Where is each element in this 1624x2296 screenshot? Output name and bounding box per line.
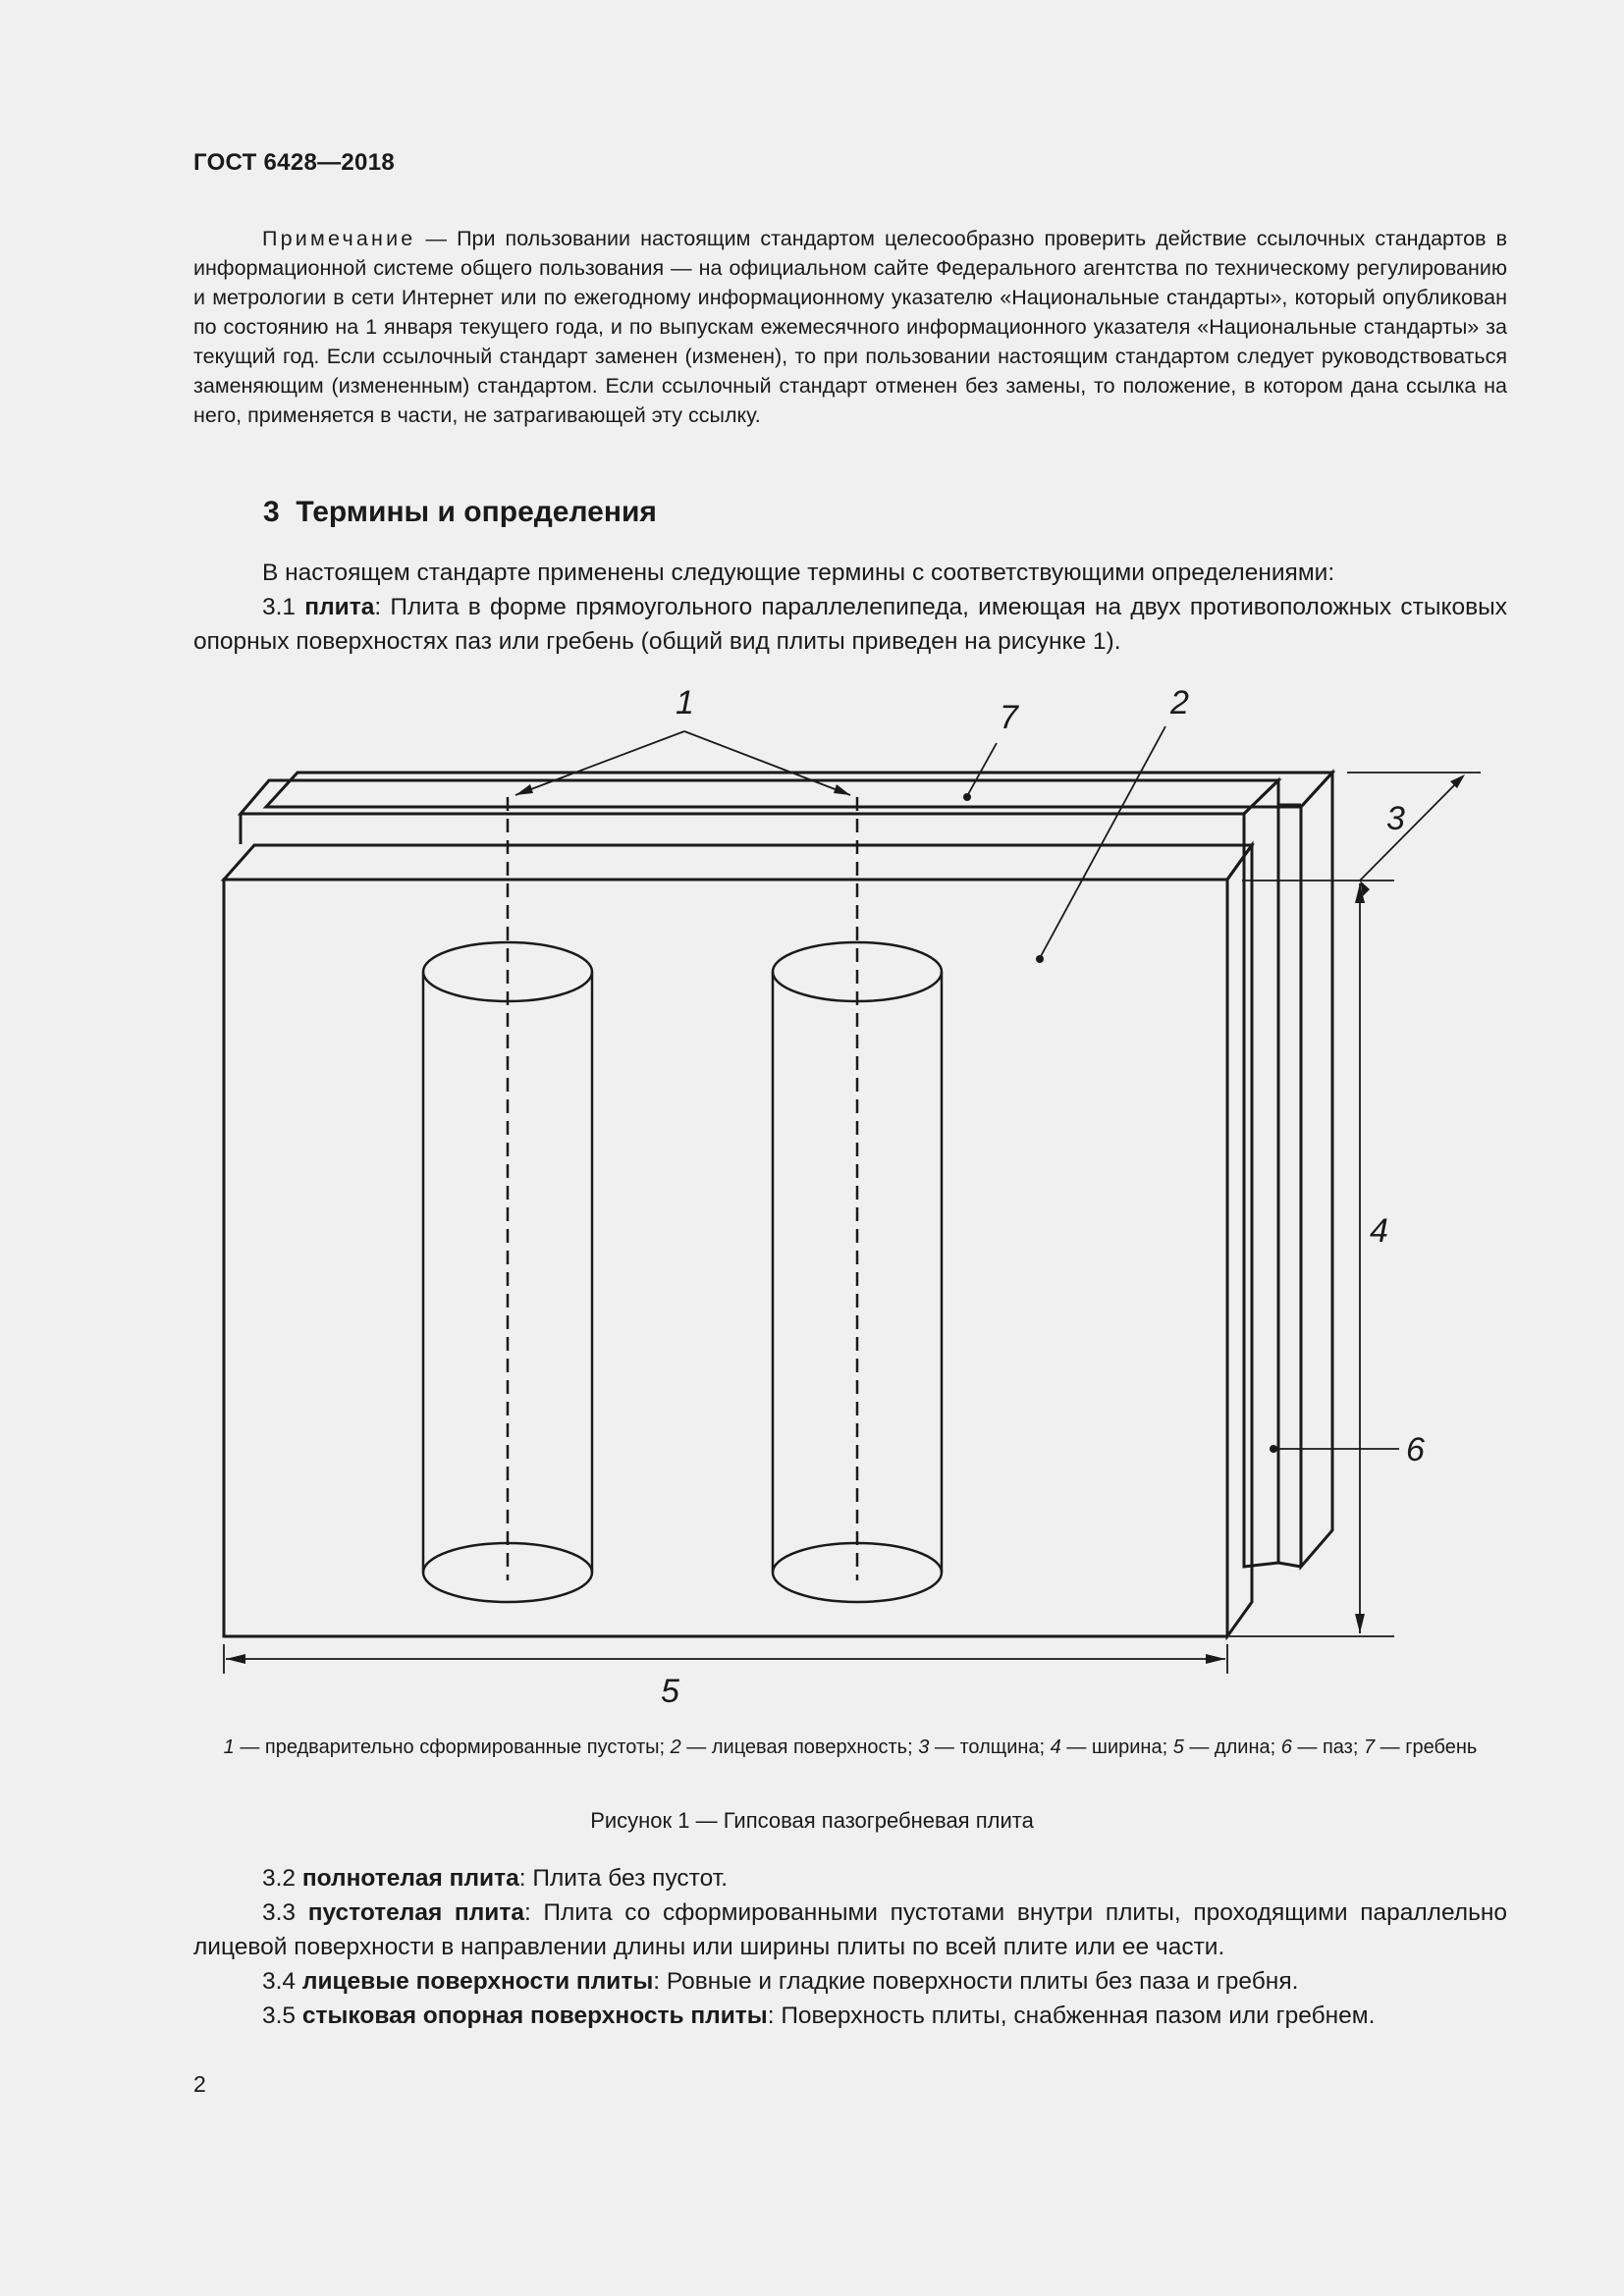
note-dash: — — [415, 227, 458, 250]
term-3-3 — [193, 1896, 1507, 1964]
section-number: 3 — [263, 496, 280, 528]
figure-label-5: 5 — [661, 1673, 679, 1710]
term-definition: : Ровные и гладкие поверхности плиты без паза и гребня. — [653, 1968, 1299, 1995]
legend-text: — паз; — [1291, 1736, 1364, 1758]
reference-note — [193, 224, 1507, 430]
back-slab-side — [1301, 773, 1332, 1567]
figure-label-1: 1 — [676, 684, 694, 721]
term-definition: : Плита в форме прямоугольного параллелепипеда, имеющая на двух противоположных стыковых опорных поверхностях паз или гребень (общий вид плиты приведен на рисунке 1). — [193, 594, 1507, 655]
front-slab-side — [1227, 845, 1252, 1636]
legend-number: 3 — [918, 1736, 930, 1758]
figure-legend — [193, 1734, 1507, 1761]
legend-text: — толщина; — [929, 1736, 1051, 1758]
term-number: 3.3 — [262, 1899, 297, 1926]
term-name: стыковая опорная поверхность плиты — [301, 2002, 768, 2029]
legend-number: 1 — [223, 1736, 235, 1758]
section-heading — [263, 496, 657, 529]
term-number: 3.4 — [262, 1968, 297, 1995]
figure-label-7: 7 — [1000, 699, 1018, 736]
figure-label-2: 2 — [1170, 684, 1189, 721]
back-slab-top — [266, 773, 1332, 807]
section-intro-block — [193, 556, 1507, 659]
legend-text: — длина; — [1183, 1736, 1281, 1758]
legend-number: 6 — [1280, 1736, 1292, 1758]
legend-number: 7 — [1363, 1736, 1376, 1758]
note-text: При пользовании настоящим стандартом целесообразно проверить действие ссылочных стандартов в информационной системе общего пользования — на официальном сайте Федерального агентства по техническому регулированию и метрологии в сети Интернет или по ежегодному информационному указателю «Национальные стандарты», который опубликован по состоянию на 1 января текущего года, и по выпускам ежемесячного информационного указателя «Национальные стандарты» за текущий год. Если ссылочный стандарт заменен (изменен), то при пользовании настоящим стандартом следует руководствоваться заменяющим (измененным) стандартом. Если ссылочный стандарт отменен без замены, то положение, в котором дана ссылка на него, применяется в части, не затрагивающей эту ссылку. — [193, 227, 1507, 427]
term-definition: : Поверхность плиты, снабженная пазом или гребнем. — [767, 2002, 1376, 2029]
note-prefix: Примечание — [262, 227, 416, 250]
term-number: 3.2 — [262, 1865, 297, 1892]
middle-slab-top — [241, 780, 1278, 814]
section-title: Термины и определения — [296, 496, 657, 528]
legend-number: 5 — [1172, 1736, 1184, 1758]
figure-label-6: 6 — [1406, 1431, 1425, 1468]
term-3-2 — [193, 1861, 1507, 1896]
section-intro: В настоящем стандарте применены следующие термины с соответствующими определениями: — [262, 560, 1335, 586]
legend-text: — ширина; — [1060, 1736, 1173, 1758]
term-name: полнотелая плита — [301, 1865, 519, 1892]
term-definition: : Плита со сформированными пустотами внутри плиты, проходящими параллельно лицевой поверхности в направлении длины или ширины плиты по всей плите или ее части. — [193, 1899, 1507, 1960]
term-3-1 — [193, 590, 1507, 659]
terms-list — [193, 1861, 1507, 2033]
term-3-4 — [193, 1964, 1507, 1999]
figure-1-diagram — [0, 667, 1624, 1728]
figure-label-3: 3 — [1386, 800, 1405, 837]
term-number: 3.1 — [262, 594, 297, 620]
term-3-5 — [193, 1999, 1507, 2033]
figure-label-4: 4 — [1370, 1212, 1388, 1250]
term-name: пустотелая плита — [307, 1899, 524, 1926]
term-name: лицевые поверхности плиты — [301, 1968, 654, 1995]
term-number: 3.5 — [262, 2002, 297, 2029]
figure-caption: Рисунок 1 — Гипсовая пазогребневая плита — [590, 1808, 1034, 1833]
term-name: плита — [304, 594, 375, 620]
legend-text: — лицевая поверхность; — [680, 1736, 919, 1758]
term-definition: : Плита без пустот. — [518, 1865, 729, 1892]
legend-number: 4 — [1050, 1736, 1061, 1758]
legend-number: 2 — [670, 1736, 681, 1758]
legend-text: — гребень — [1375, 1736, 1478, 1758]
document-header: ГОСТ 6428—2018 — [193, 149, 396, 176]
front-face — [224, 880, 1227, 1636]
page-number: 2 — [193, 2071, 206, 2097]
legend-text: — предварительно сформированные пустоты; — [234, 1736, 671, 1758]
